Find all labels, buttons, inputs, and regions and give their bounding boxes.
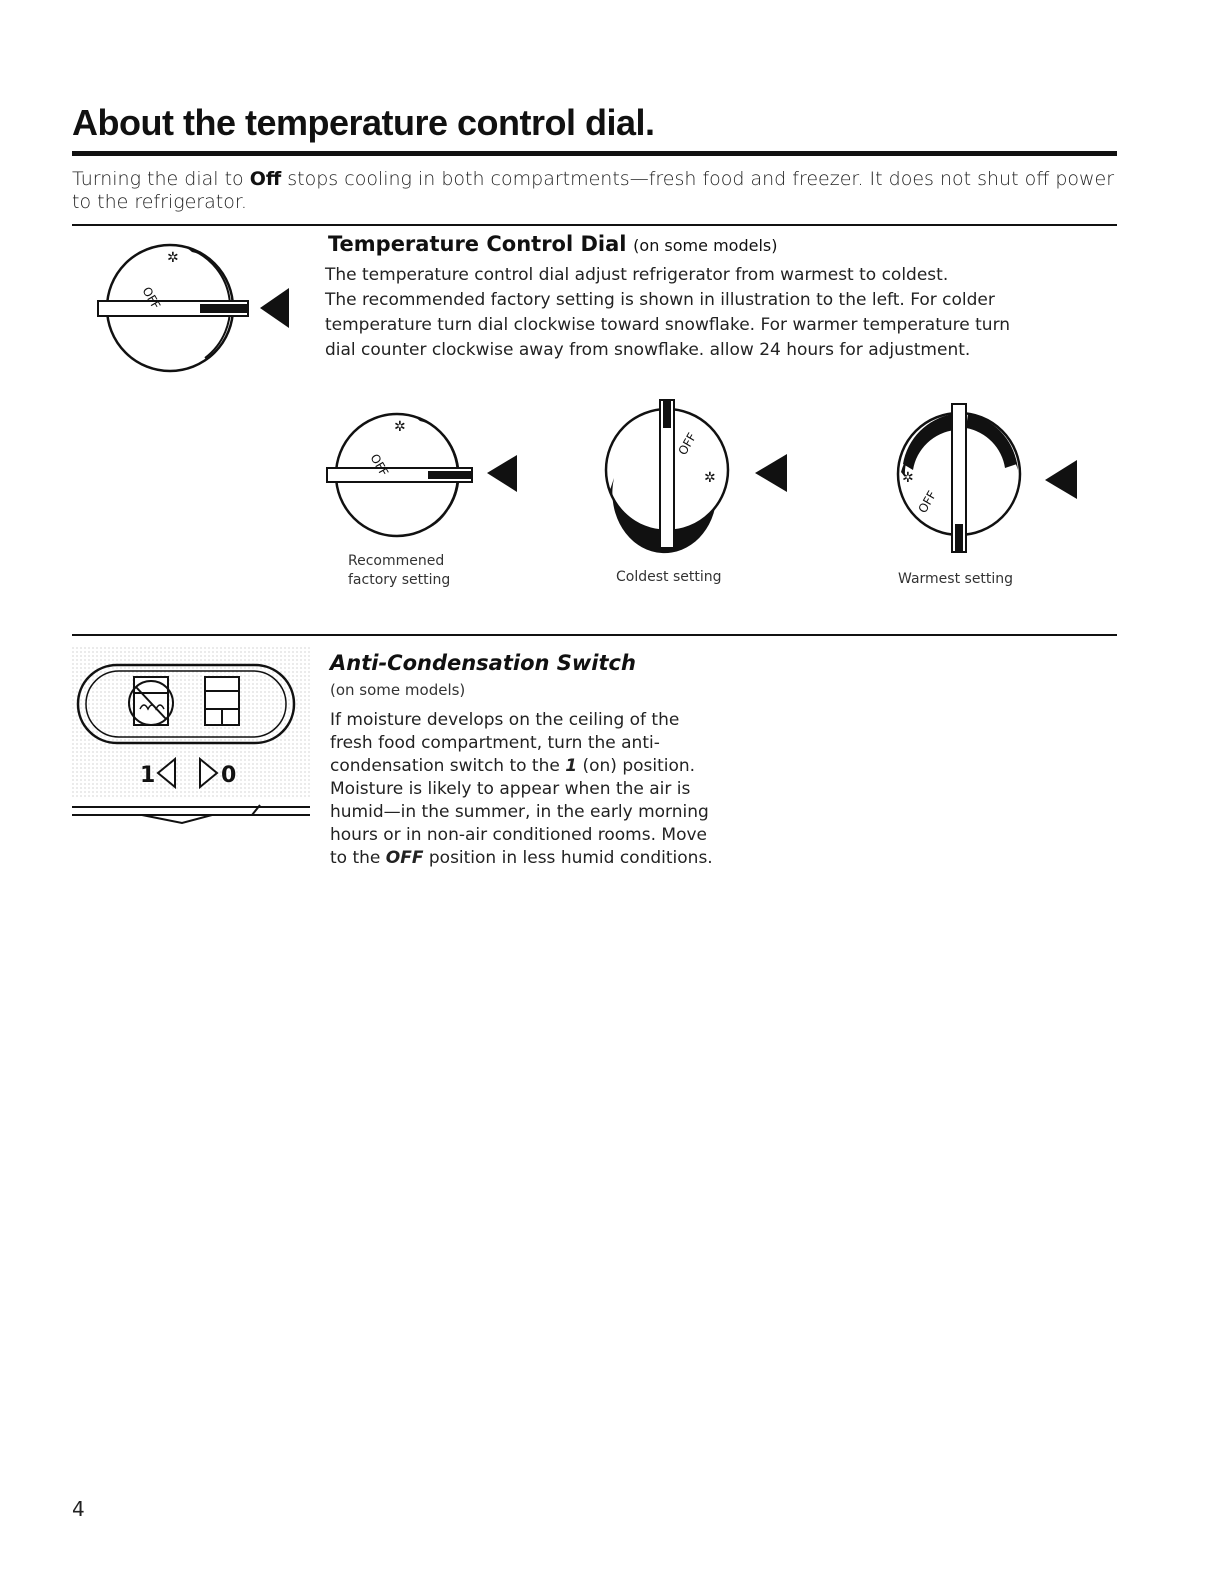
title-rule bbox=[72, 151, 1117, 156]
recommended-dial-illustration bbox=[322, 405, 532, 545]
anti-condensation-heading: Anti-Condensation Switch bbox=[330, 651, 636, 675]
caption-recommended: Recommened factory setting bbox=[348, 553, 451, 588]
page-number: 4 bbox=[72, 1497, 85, 1521]
refrigerator-icon bbox=[205, 677, 239, 725]
pointer-arrow-icon bbox=[260, 288, 289, 328]
on-position-value: 1 bbox=[565, 756, 578, 776]
switch-off-label: 0 bbox=[221, 763, 237, 788]
coldest-dial-illustration bbox=[600, 398, 800, 548]
anti-condensation-icon bbox=[129, 677, 173, 725]
off-keyword: Off bbox=[249, 168, 282, 190]
caption-warmest: Warmest setting bbox=[898, 571, 1014, 587]
off-label: OFF bbox=[139, 284, 164, 312]
anti-condensation-qualifier: (on some models) bbox=[330, 681, 466, 699]
svg-text:OFF: OFF bbox=[915, 488, 940, 516]
warmest-dial-illustration bbox=[893, 402, 1093, 552]
snowflake-icon: ✲ bbox=[902, 470, 914, 486]
temperature-control-body: The temperature control dial adjust refrigerator from warmest to coldest. The recommended factory setting is shown in illustration to the left. For colder temperature turn dial clockwise toward snowflake. For warmer temperature turn dial counter clockwise away from snowflake. allow 24 hours for adjustment. bbox=[325, 265, 1011, 360]
snowflake-icon: ✲ bbox=[394, 419, 406, 435]
snowflake-icon: ✲ bbox=[167, 250, 179, 266]
page-title: About the temperature control dial. bbox=[72, 102, 655, 143]
svg-text:OFF: OFF bbox=[367, 451, 392, 479]
temperature-control-heading: Temperature Control Dial (on some models) bbox=[328, 232, 778, 256]
off-position-value: OFF bbox=[385, 848, 424, 868]
pointer-arrow-icon bbox=[755, 454, 787, 492]
caption-coldest: Coldest setting bbox=[616, 569, 722, 585]
pointer-arrow-icon bbox=[1045, 460, 1077, 499]
pointer-arrow-icon bbox=[487, 455, 517, 492]
anti-condensation-switch-illustration bbox=[72, 647, 312, 837]
anti-condensation-body: If moisture develops on the ceiling of the fresh food compartment, turn the anti- condensation switch to the 1 (on) position. Moisture is likely to appear when the air is humid—in the summer, in the early morning hours or in non-air conditioned rooms. Move to the OFF position in less humid conditions. bbox=[330, 710, 713, 868]
main-dial-illustration bbox=[90, 240, 300, 380]
switch-on-label: 1 bbox=[140, 763, 156, 788]
section-divider-1 bbox=[72, 224, 1117, 226]
svg-text:OFF: OFF bbox=[675, 430, 700, 458]
section-divider-2 bbox=[72, 634, 1117, 636]
snowflake-icon: ✲ bbox=[704, 470, 716, 486]
intro-paragraph: Turning the dial to Off stops cooling in both compartments—fresh food and freezer. It does not shut off power to the refrigerator. bbox=[72, 168, 1115, 213]
